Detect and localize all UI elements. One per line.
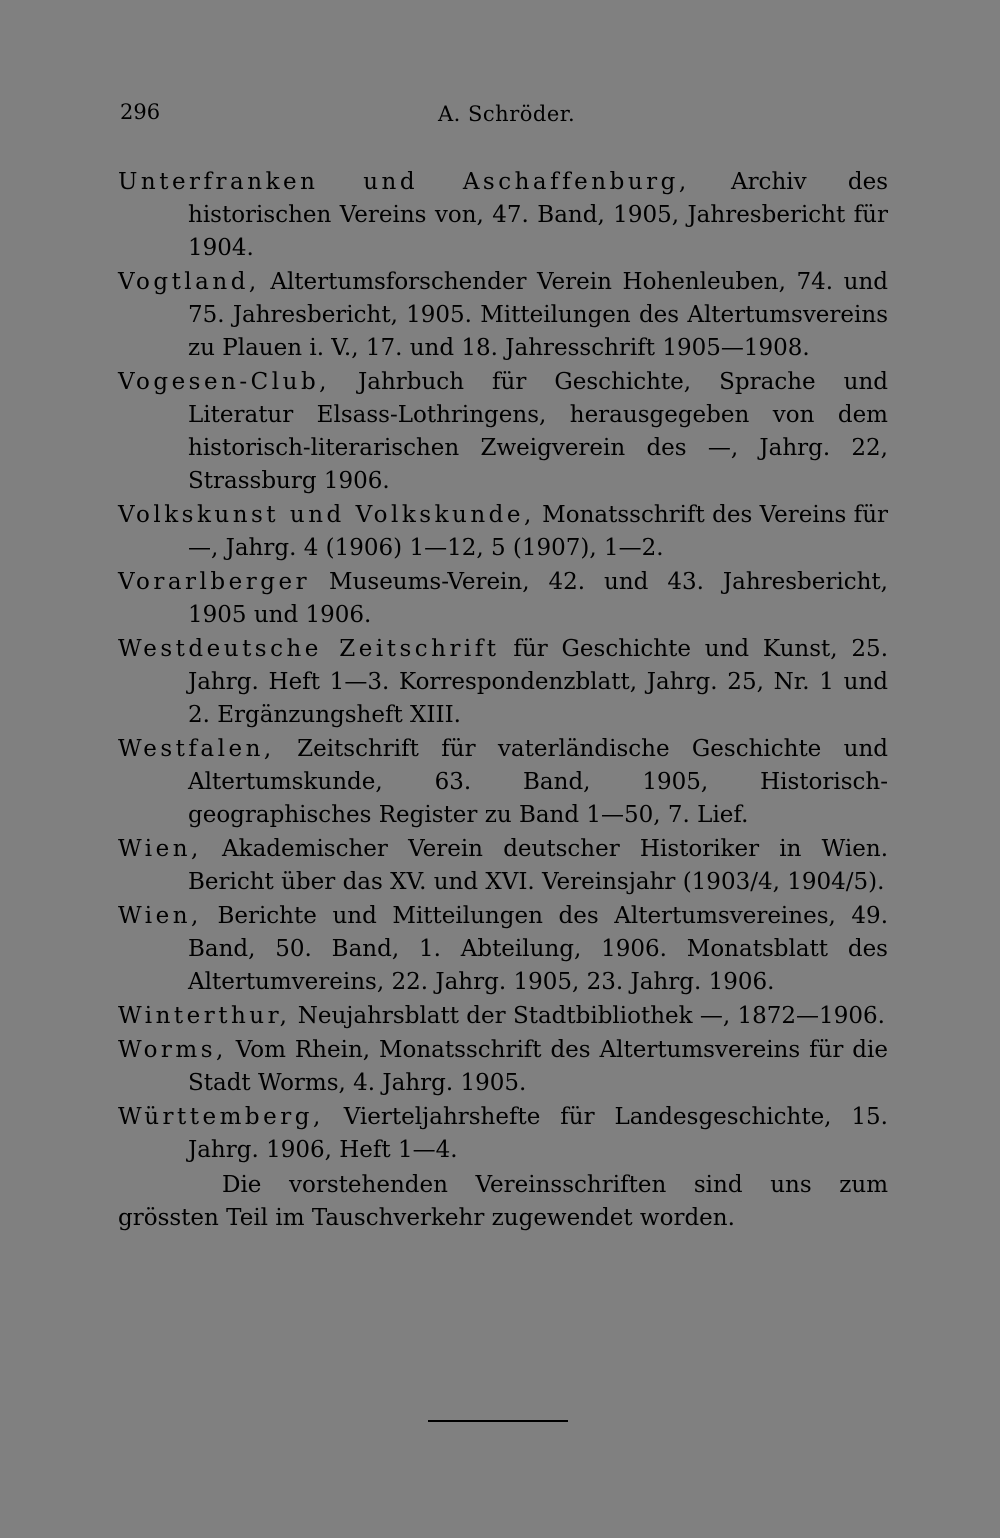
entry-head: Württemberg, xyxy=(118,1104,324,1130)
entry-wien-altertumsverein xyxy=(118,900,888,999)
entry-head: Winterthur, xyxy=(118,1003,291,1029)
entry-text: Museums-Verein, 42. und 43. Jahresbericht, 1905 und 1906. xyxy=(188,569,888,628)
running-head: A. Schröder. xyxy=(438,102,576,126)
entry-westdeutsche-zeitschrift xyxy=(118,633,888,732)
entry-text: Vierteljahrshefte für Landesgeschichte, 15. Jahrg. 1906, Heft 1—4. xyxy=(188,1104,888,1163)
entry-text: Jahrbuch für Geschichte, Sprache und Literatur Elsass-Lothringens, herausgegeben von dem historisch-literarischen Zweigverein des —, Jahrg. 22, Strassburg 1906. xyxy=(188,369,889,494)
entry-head: Wien, xyxy=(118,836,202,862)
entry-wien-akademischer-verein xyxy=(118,833,888,899)
entry-text: Neujahrsblatt der Stadtbibliothek —, 1872—1906. xyxy=(297,1003,885,1029)
entry-volkskunst xyxy=(118,499,888,565)
entry-text: Akademischer Verein deutscher Historiker in Wien. Bericht über das XV. und XVI. Vereinsjahr (1903/4, 1904/5). xyxy=(188,836,889,895)
entry-text: Archiv des historischen Vereins von, 47. Band, 1905, Jahresbericht für 1904. xyxy=(188,169,889,261)
entry-head: Volkskunst und Volkskunde, xyxy=(118,502,535,528)
entry-head: Vorarlberger xyxy=(118,569,311,595)
entry-head: Vogtland, xyxy=(118,269,260,295)
entry-text: Altertumsforschender Verein Hohenleuben, 74. und 75. Jahresbericht, 1905. Mitteilungen des Altertumsvereins zu Plauen i. V., 17. und 18. Jahresschrift 1905—1908. xyxy=(188,269,889,361)
entry-head: Unterfranken und Aschaffenburg, xyxy=(118,169,690,195)
entry-list xyxy=(118,166,888,1235)
entry-vogtland xyxy=(118,266,888,365)
entry-text: Berichte und Mitteilungen des Altertumsvereines, 49. Band, 50. Band, 1. Abteilung, 1906. Monatsblatt des Altertumvereins, 22. Jahrg. 1905, 23. Jahrg. 1906. xyxy=(188,903,889,995)
entry-head: Vogesen-Club, xyxy=(118,369,330,395)
entry-worms xyxy=(118,1034,888,1100)
entry-head: Westdeutsche Zeitschrift xyxy=(118,636,500,662)
entry-text: Zeitschrift für vaterländische Geschichte und Altertumskunde, 63. Band, 1905, Historisch-geographisches Register zu Band 1—50, 7. Lief. xyxy=(188,736,889,828)
entry-head: Worms, xyxy=(118,1037,227,1063)
entry-unterfranken xyxy=(118,166,888,265)
page-number: 296 xyxy=(120,100,161,124)
entry-text: für Geschichte und Kunst, 25. Jahrg. Heft 1—3. Korrespondenzblatt, Jahrg. 25, Nr. 1 und 2. Ergänzungsheft XIII. xyxy=(188,636,889,728)
entry-text: Vom Rhein, Monatsschrift des Altertumsvereins für die Stadt Worms, 4. Jahrg. 1905. xyxy=(188,1037,889,1096)
entry-wuerttemberg xyxy=(118,1101,888,1167)
entry-text: Monatsschrift des Vereins für —, Jahrg. 4 (1906) 1—12, 5 (1907), 1—2. xyxy=(188,502,888,561)
closing-note: Die vorstehenden Vereinsschriften sind uns zum grössten Teil im Tauschverkehr zugewendet worden. xyxy=(118,1172,888,1231)
entry-head: Wien, xyxy=(118,903,202,929)
entry-westfalen xyxy=(118,733,888,832)
section-divider xyxy=(428,1420,568,1422)
entry-winterthur xyxy=(118,1000,888,1033)
entry-head: Westfalen, xyxy=(118,736,275,762)
entry-vogesen-club xyxy=(118,366,888,498)
entry-vorarlberger xyxy=(118,566,888,632)
